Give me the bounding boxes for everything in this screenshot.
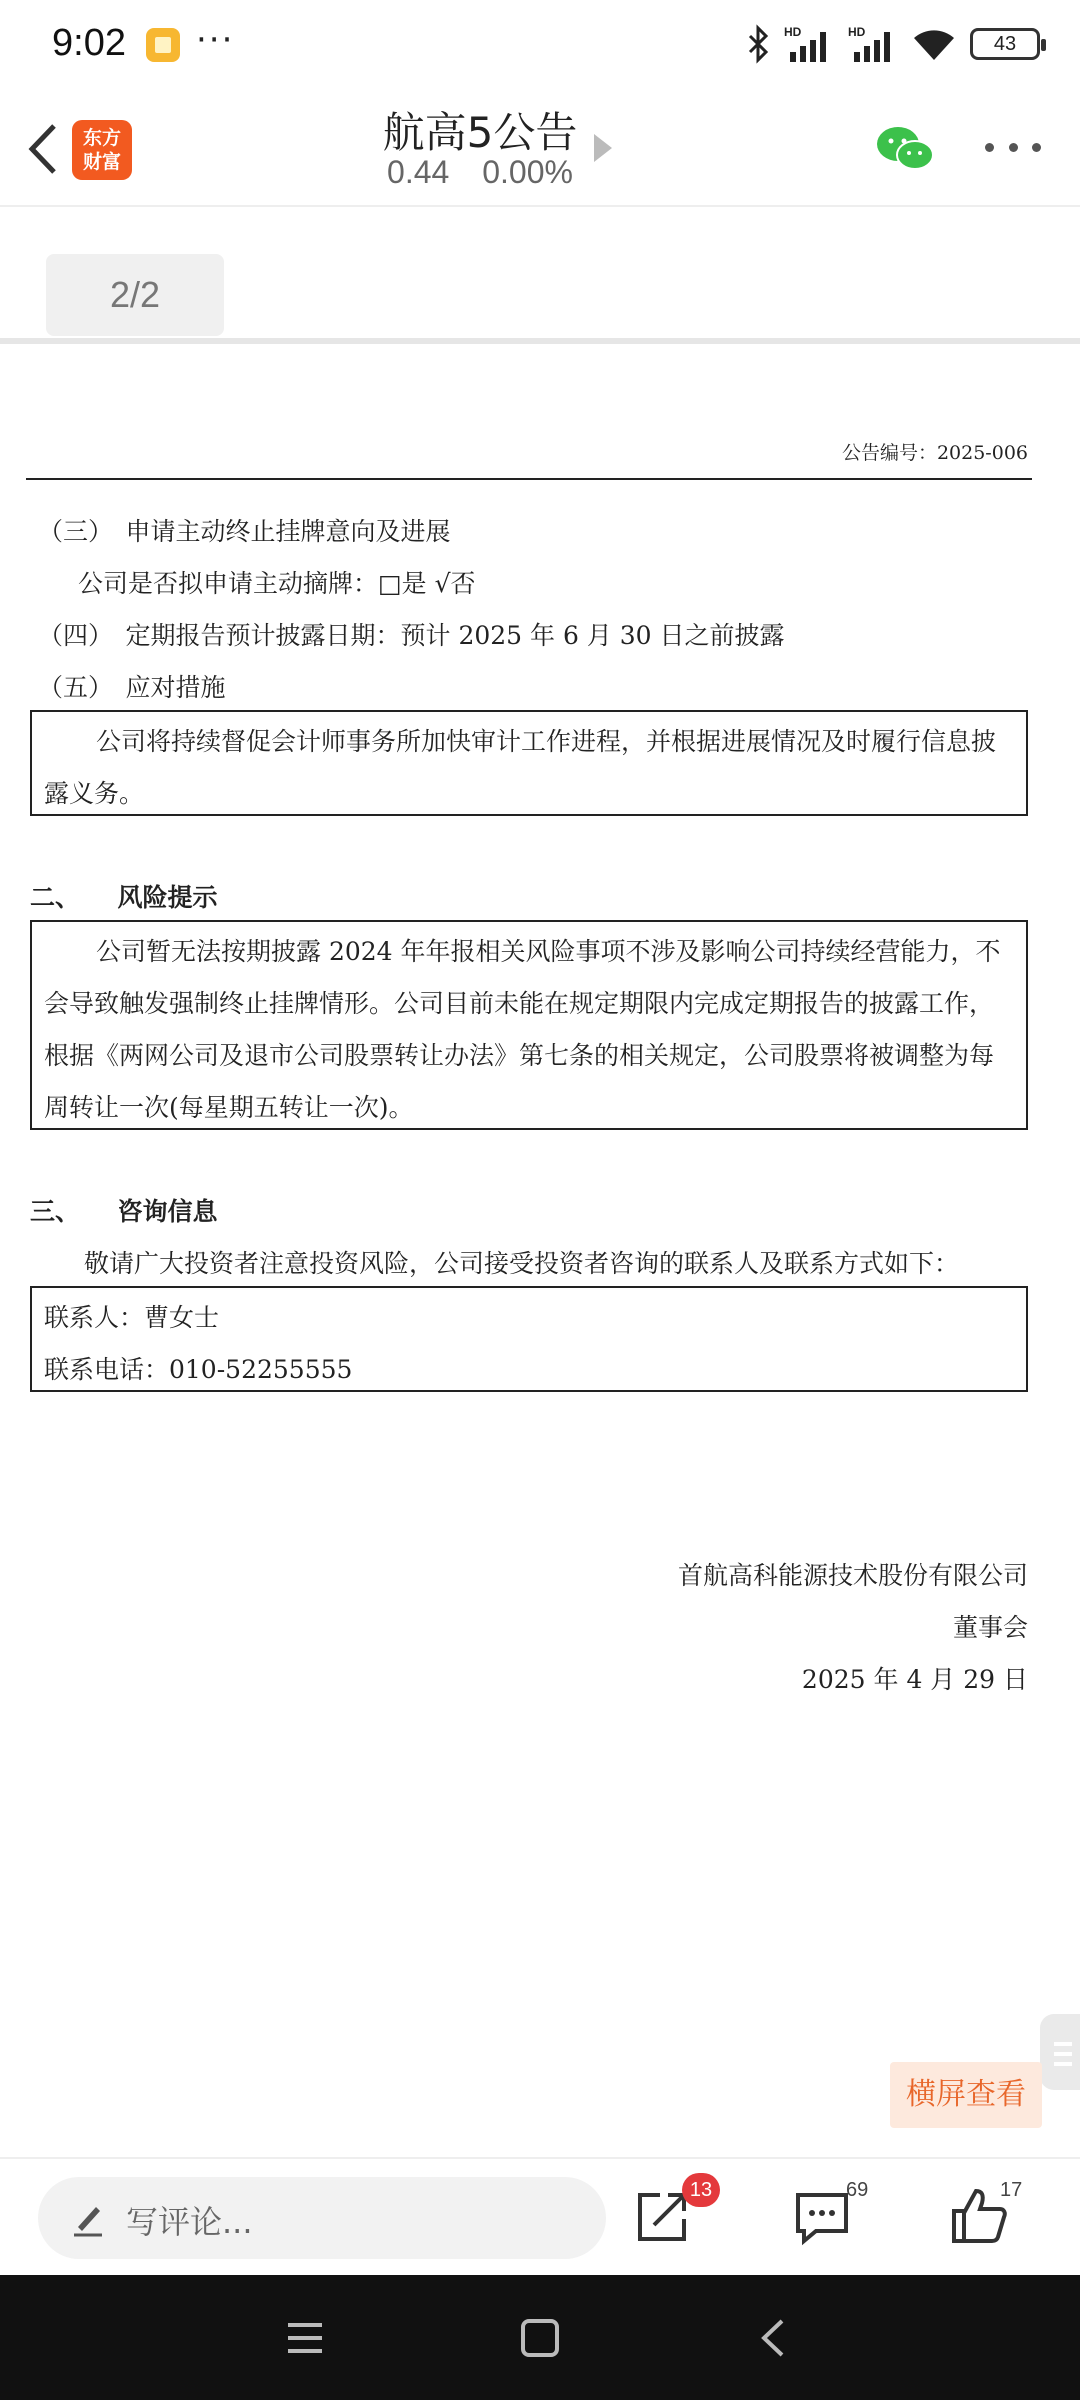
item5-heading: （五） 应对措施 [38,673,226,702]
bottom-action-bar [0,2157,1080,2275]
page-divider [0,338,1080,344]
more-icon[interactable] [985,132,1041,162]
risk-heading: 二、 风险提示 [30,883,218,912]
menu-icon[interactable] [280,2313,330,2363]
contact-person: 联系人：曹女士 [44,1303,220,1332]
wifi-icon [912,24,956,64]
comment-count: 69 [846,2179,869,2201]
svg-text:HD: HD [784,25,802,39]
status-bar [0,0,1080,92]
contact-phone: 联系电话：010-52255555 [44,1355,353,1384]
header-rule [26,478,1032,480]
comment-input[interactable] [38,2177,606,2259]
risk-box: 公司暂无法按期披露 2024 年年报相关风险事项不涉及影响公司持续经营能力，不会导致触发强制终止挂牌情形。公司目前未能在规定期限内完成定期报告的披露工作，根据《两网公司及退市公司股票转让办法》第七条的相关规定，公司股票将被调整为每周转让一次(每星期五转让一次)。 [30,920,1028,1130]
home-icon[interactable] [515,2313,565,2363]
play-arrow-icon[interactable] [594,134,612,162]
announcement-number: 公告编号：2025-006 [841,442,1028,464]
battery-icon: 43 [970,28,1040,60]
stock-change: 0.00% [482,154,573,190]
notes-app-icon [146,28,180,62]
pen-icon [68,2197,108,2237]
app-logo: 东方 财富 [72,120,132,180]
header [0,92,1080,207]
company-name: 首航高科能源技术股份有限公司 [677,1561,1028,1590]
announcement-date: 2025 年 4 月 29 日 [801,1665,1028,1694]
contact-box [30,1286,1028,1392]
like-count: 17 [1000,2179,1023,2201]
share-badge: 13 [682,2173,720,2207]
page-indicator: 2/2 [46,254,224,336]
landscape-view-button[interactable]: 横屏查看 [890,2062,1042,2128]
board-name: 董事会 [952,1613,1028,1642]
system-nav-bar [0,2275,1080,2400]
inquiry-heading: 三、 咨询信息 [30,1197,218,1226]
nav-back-icon[interactable] [750,2313,800,2363]
svg-text:HD: HD [848,25,866,39]
page-title: 航高5公告 [382,108,578,157]
wechat-icon[interactable] [875,124,935,174]
signal-icon-2 [848,24,898,64]
comment-placeholder: 写评论... [126,2203,253,2241]
stock-price: 0.44 [387,154,450,190]
inquiry-intro: 敬请广大投资者注意投资风险，公司接受投资者咨询的联系人及联系方式如下： [84,1249,960,1278]
item4-text: （四） 定期报告预计披露日期：预计 2025 年 6 月 30 日之前披露 [38,621,785,650]
signal-icon [784,24,834,64]
item3-heading: （三） 申请主动终止挂牌意向及进展 [38,517,451,546]
comment-icon[interactable] [790,2185,854,2249]
measures-box: 公司将持续督促会计师事务所加快审计工作进程，并根据进展情况及时履行信息披露义务。 [30,710,1028,816]
side-drawer-handle[interactable] [1040,2014,1080,2090]
item3-question: 公司是否拟申请主动摘牌：□是 √否 [78,569,476,598]
status-time: 9:02 [52,22,126,64]
status-more-dots: ··· [196,20,235,60]
stock-quote [0,154,960,191]
bluetooth-icon [746,24,770,64]
